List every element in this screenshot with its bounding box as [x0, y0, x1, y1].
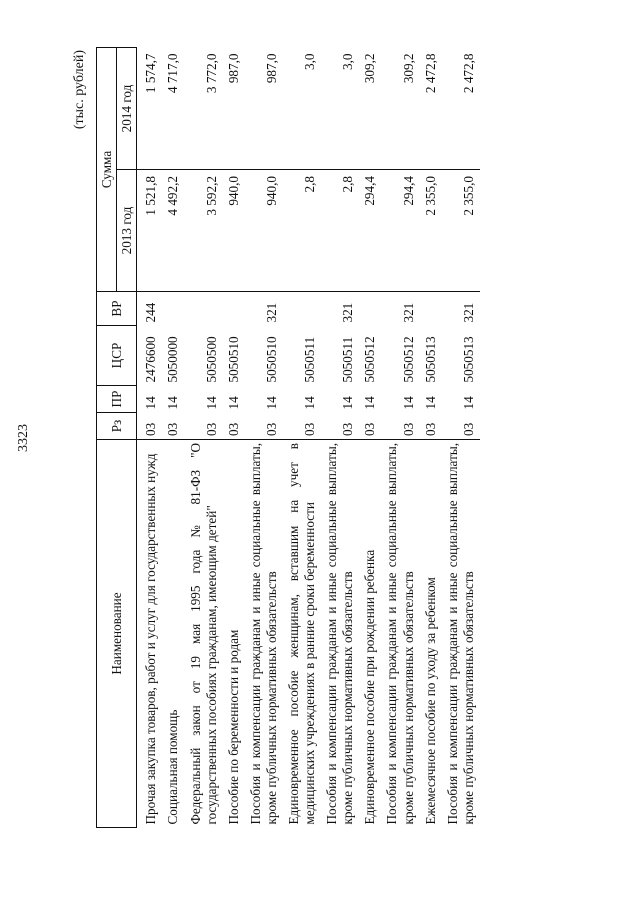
table-row: [137, 48, 163, 828]
table-row: [245, 48, 283, 828]
cell-vr: 321: [381, 292, 419, 326]
cell-name: Единовременное пособие при рождении ребенка: [359, 440, 381, 828]
cell-pr: 14: [302, 396, 318, 410]
cell-vr: [283, 292, 321, 326]
cell-sum-2014: 309,2: [362, 53, 378, 84]
table-row: [185, 48, 223, 828]
header-2013: 2013 год: [117, 170, 137, 292]
table-row: [283, 48, 321, 828]
unit-note: (тыс. рублей): [72, 50, 87, 130]
cell-csr: 5050512: [400, 336, 416, 383]
header-2014: 2014 год: [117, 48, 137, 170]
cell-sum-2013: 940,0: [223, 170, 245, 292]
cell-csr: 5050511: [340, 336, 356, 383]
cell-pr: 14: [362, 396, 378, 410]
table-header: [97, 48, 137, 828]
header-pr: ПР: [97, 386, 137, 413]
cell-name: Ежемесячное пособие по уходу за ребенком: [420, 440, 442, 828]
cell-sum-2013: 2,8: [321, 170, 359, 292]
cell-rz: 03: [302, 422, 318, 436]
cell-sum-2013: 1 521,8: [137, 170, 163, 292]
cell-sum-2014: 4 717,0: [165, 53, 181, 94]
cell-vr: 321: [442, 292, 480, 326]
table-row: [223, 48, 245, 828]
cell-sum-2013: 2,8: [283, 170, 321, 292]
cell-name: Единовременное пособие женщинам, вставшим на учет в медицинских учреждениях в ранние сроки беременности: [283, 440, 321, 828]
page-number: 3323: [16, 424, 31, 452]
cell-pr: 14: [225, 396, 241, 410]
header-csr: ЦСР: [97, 326, 137, 386]
cell-rz: 03: [263, 422, 279, 436]
cell-vr: [420, 292, 442, 326]
cell-csr: 5050512: [362, 336, 378, 383]
cell-sum-2013: 4 492,2: [162, 170, 184, 292]
cell-sum-2014: 3,0: [302, 53, 318, 70]
cell-pr: 14: [165, 396, 181, 410]
header-vr: ВР: [97, 292, 137, 326]
cell-vr: [223, 292, 245, 326]
cell-sum-2013: 2 355,0: [420, 170, 442, 292]
cell-pr: 14: [203, 396, 219, 410]
cell-rz: 03: [362, 422, 378, 436]
cell-csr: 5050510: [225, 336, 241, 383]
cell-sum-2014: 309,2: [400, 53, 416, 84]
cell-sum-2014: 987,0: [263, 53, 279, 84]
cell-pr: 14: [400, 396, 416, 410]
cell-name: Пособия и компенсации гражданам и иные социальные выплаты, кроме публичных нормативных обязательств: [381, 440, 419, 828]
header-name: Наименование: [97, 440, 137, 828]
table-body: [137, 48, 480, 828]
cell-pr: 14: [263, 396, 279, 410]
cell-sum-2014: 2 472,8: [422, 53, 438, 94]
cell-pr: 14: [460, 396, 476, 410]
cell-csr: 5050511: [302, 336, 318, 383]
cell-csr: 5050000: [165, 336, 181, 383]
cell-name: Пособие по беременности и родам: [223, 440, 245, 828]
cell-rz: 03: [165, 422, 181, 436]
cell-vr: [162, 292, 184, 326]
cell-name: Социальная помощь: [162, 440, 184, 828]
cell-sum-2013: 2 355,0: [442, 170, 480, 292]
cell-name: Пособия и компенсации гражданам и иные социальные выплаты, кроме публичных нормативных обязательств: [321, 440, 359, 828]
cell-sum-2014: 3,0: [340, 53, 356, 70]
header-rz: Рз: [97, 413, 137, 440]
cell-sum-2013: 940,0: [245, 170, 283, 292]
budget-table: [96, 47, 480, 828]
table-row: [420, 48, 442, 828]
table-row: [442, 48, 480, 828]
cell-vr: [359, 292, 381, 326]
cell-rz: 03: [460, 422, 476, 436]
table-row: [381, 48, 419, 828]
cell-rz: 03: [143, 422, 159, 436]
cell-csr: 2476600: [143, 336, 159, 383]
cell-rz: 03: [203, 422, 219, 436]
cell-vr: [185, 292, 223, 326]
table-row: [359, 48, 381, 828]
cell-rz: 03: [422, 422, 438, 436]
cell-rz: 03: [225, 422, 241, 436]
cell-sum-2013: 294,4: [381, 170, 419, 292]
cell-rz: 03: [400, 422, 416, 436]
cell-csr: 5050500: [203, 336, 219, 383]
cell-vr: 321: [321, 292, 359, 326]
table-row: [321, 48, 359, 828]
cell-pr: 14: [422, 396, 438, 410]
header-sum: Сумма: [97, 48, 117, 292]
cell-pr: 14: [143, 396, 159, 410]
cell-sum-2014: 3 772,0: [203, 53, 219, 94]
cell-sum-2013: 294,4: [359, 170, 381, 292]
cell-name: Пособия и компенсации гражданам и иные социальные выплаты, кроме публичных нормативных обязательств: [245, 440, 283, 828]
cell-csr: 5050513: [422, 336, 438, 383]
cell-sum-2013: 3 592,2: [185, 170, 223, 292]
cell-name: Прочая закупка товаров, работ и услуг для государственных нужд: [137, 440, 163, 828]
cell-pr: 14: [340, 396, 356, 410]
cell-vr: 321: [245, 292, 283, 326]
cell-csr: 5050510: [263, 336, 279, 383]
rotated-table-block: [16, 48, 596, 828]
table-row: [162, 48, 184, 828]
cell-sum-2014: 1 574,7: [143, 53, 159, 94]
cell-sum-2014: 987,0: [225, 53, 241, 84]
cell-csr: 5050513: [460, 336, 476, 383]
cell-vr: 244: [137, 292, 163, 326]
cell-rz: 03: [340, 422, 356, 436]
cell-name: Пособия и компенсации гражданам и иные социальные выплаты, кроме публичных нормативных обязательств: [442, 440, 480, 828]
cell-name: Федеральный закон от 19 мая 1995 года № 81-ФЗ "О государственных пособиях гражданам, имеющим детей": [185, 440, 223, 828]
cell-sum-2014: 2 472,8: [460, 53, 476, 94]
